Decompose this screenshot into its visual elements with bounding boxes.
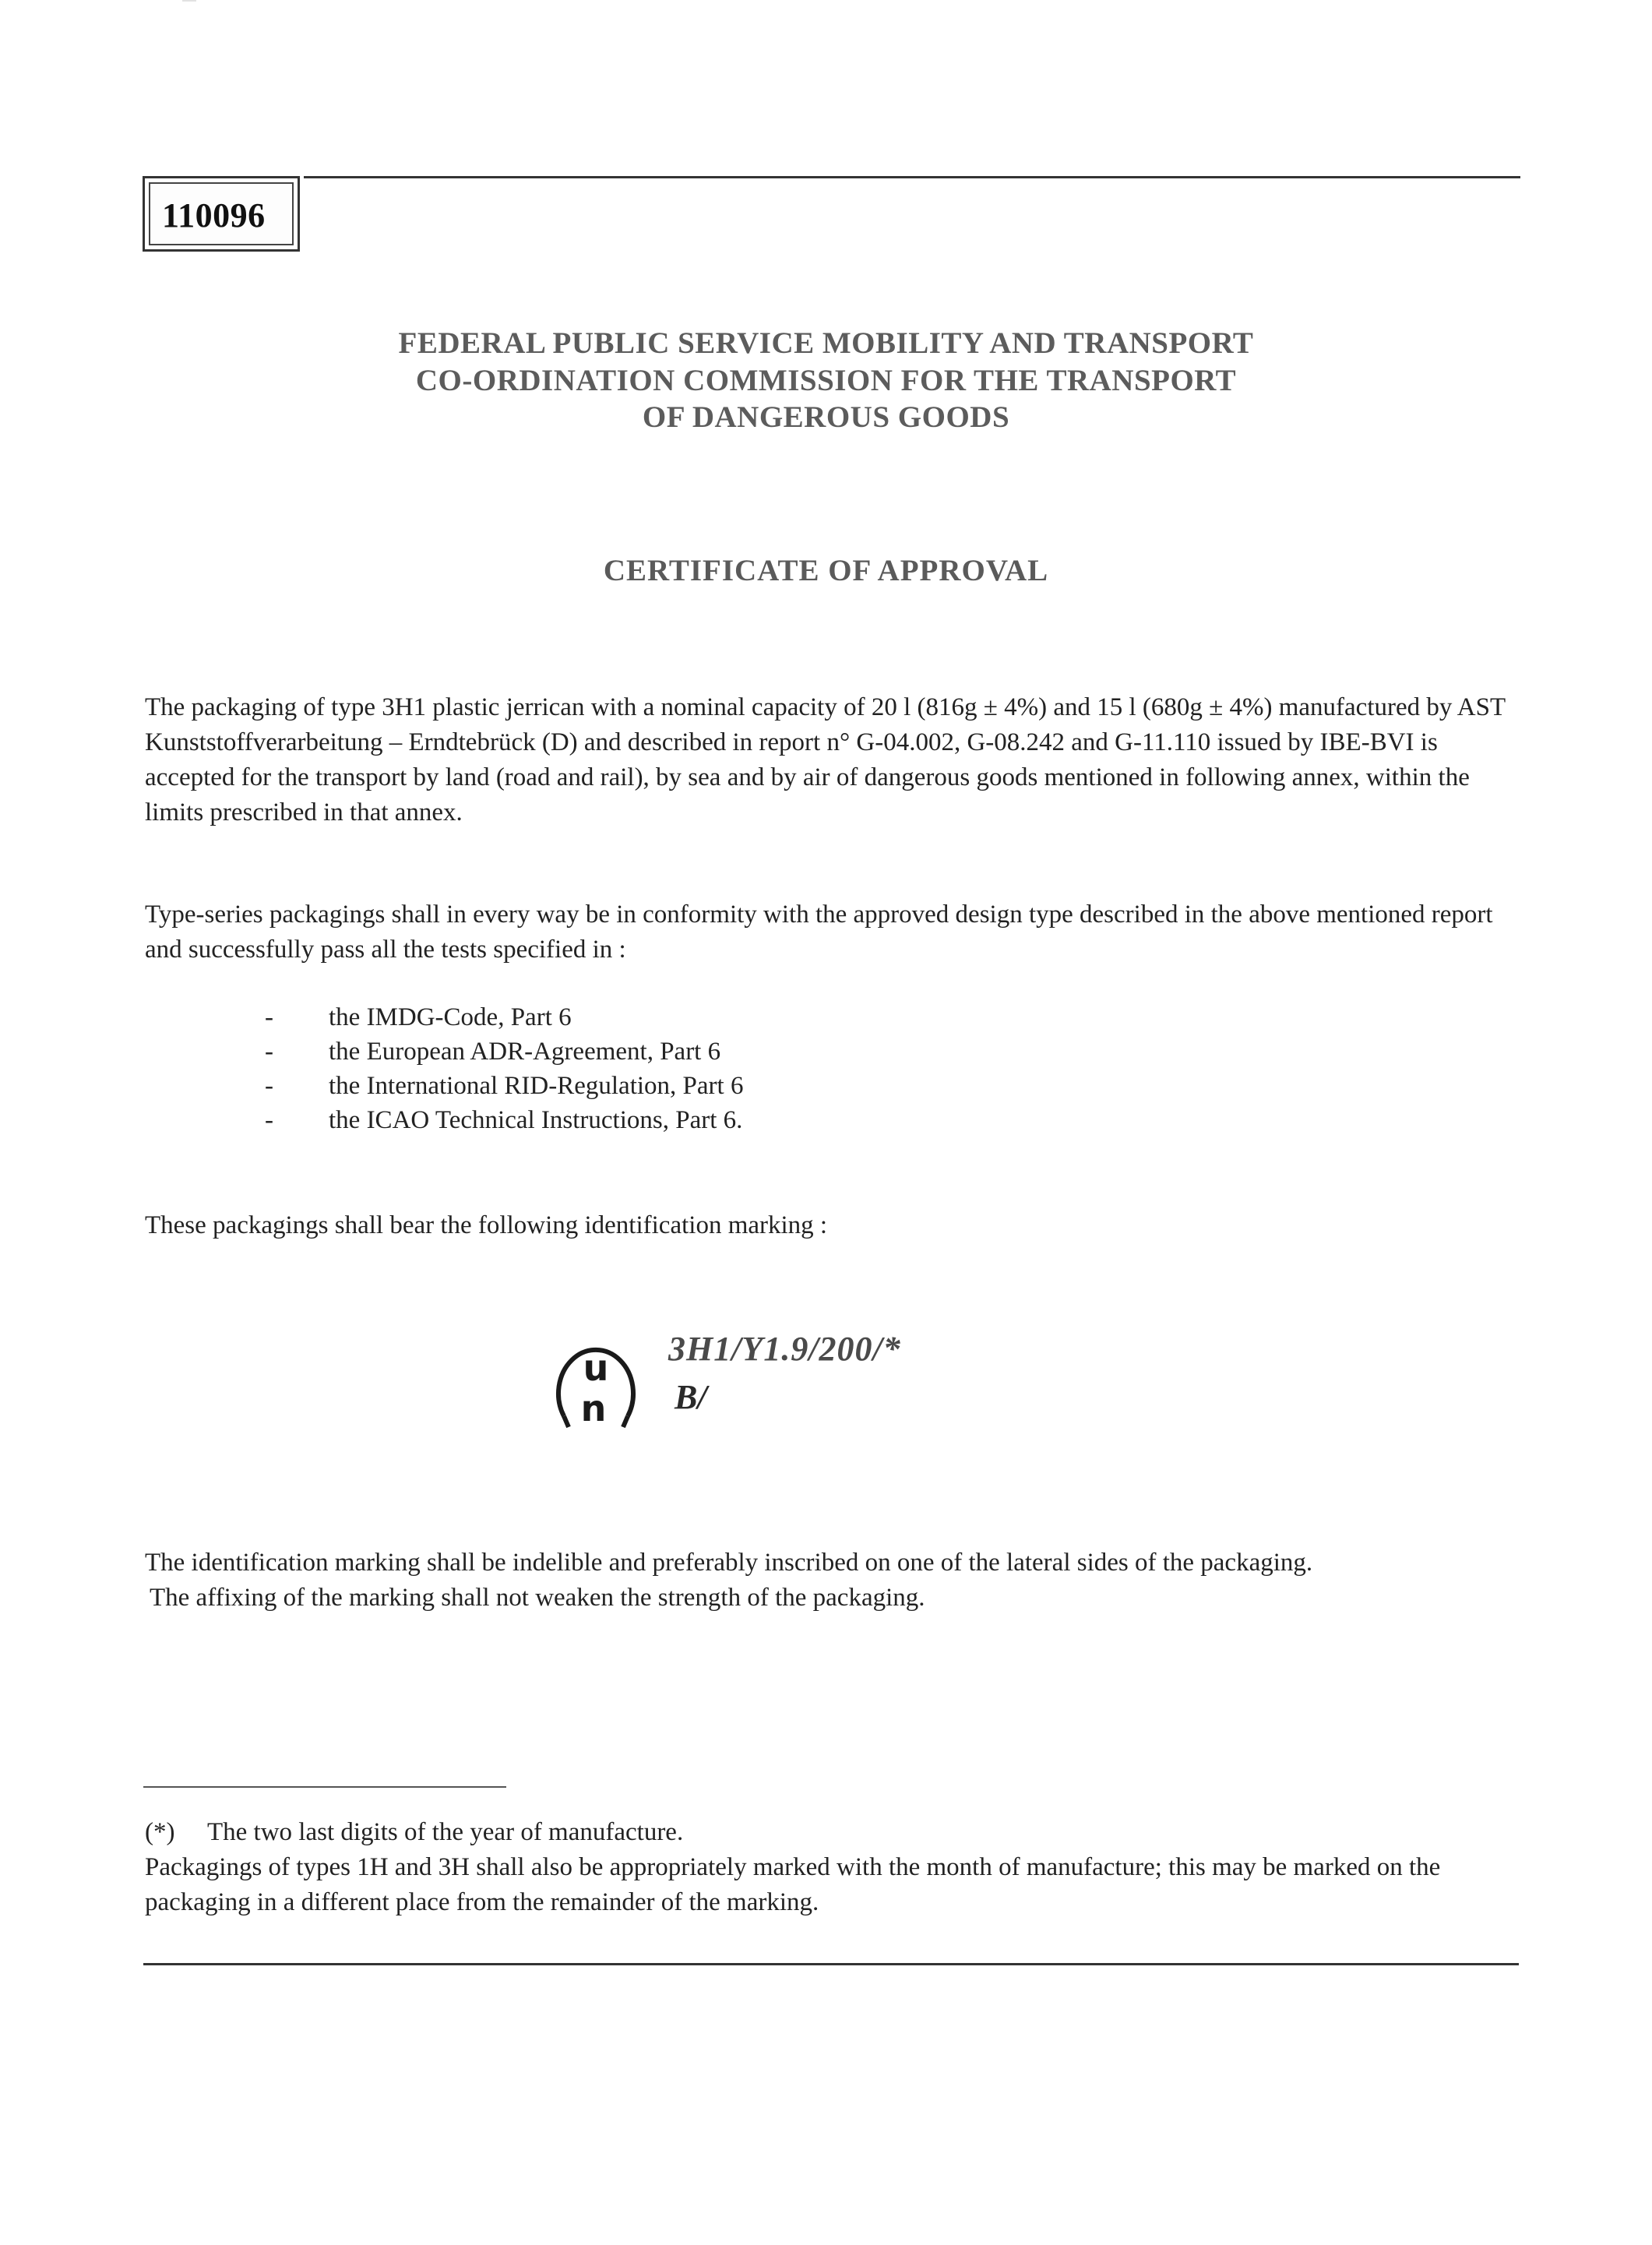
list-item [265, 1034, 1355, 1069]
certificate-number: 110096 [162, 196, 266, 234]
marking-intro: These packagings shall bear the following identification marking : [145, 1211, 828, 1239]
footnote-line-1 [145, 1815, 1523, 1850]
footnote-marker: (*) [145, 1818, 175, 1846]
heading-line-1: FEDERAL PUBLIC SERVICE MOBILITY AND TRANSPORT [398, 326, 1254, 360]
heading-line-2: CO-ORDINATION COMMISSION FOR THE TRANSPORT [415, 364, 1237, 397]
heading-line-3: OF DANGEROUS GOODS [642, 400, 1010, 434]
list-dash: - [265, 1003, 273, 1031]
document-title: CERTIFICATE OF APPROVAL [603, 554, 1049, 587]
un-packaging-symbol-icon [553, 1332, 639, 1436]
regulation-adr: the European ADR-Agreement, Part 6 [329, 1038, 721, 1066]
un-symbol-u: u [583, 1347, 609, 1389]
marking-requirement-1: The identification marking shall be indelible and preferably inscribed on one of the lateral sides of the packaging. [145, 1549, 1313, 1577]
list-item [265, 1000, 1355, 1034]
regulations-list [265, 1000, 1355, 1137]
list-item [265, 1103, 1355, 1137]
marking-code-line-2: B/ [675, 1378, 707, 1416]
footnote-text-2: Packagings of types 1H and 3H shall also be appropriately marked with the month of manufacture; this may be marked on the packaging in a different place from the remainder of the marking. [145, 1853, 1441, 1916]
footnote-text-1: The two last digits of the year of manufacture. [207, 1818, 684, 1846]
scan-artifact [182, 0, 196, 2]
footnote [145, 1815, 1523, 1920]
approval-paragraph: The packaging of type 3H1 plastic jerrican with a nominal capacity of 20 l (816g ± 4%) and 15 l (680g ± 4%) manufactured by AST Kunststoffverarbeitung – Erndtebrück (D) and described in report n° G-04.002, G-08.242 and G-11.110 issued by IBE-BVI is accepted for the transport by land (road and rail), by sea and by air of dangerous goods mentioned in following annex, within the limits prescribed in that annex. [145, 693, 1506, 826]
marking-requirement-2: The affixing of the marking shall not weaken the strength of the packaging. [150, 1584, 925, 1612]
list-dash: - [265, 1106, 273, 1134]
top-divider [304, 176, 1520, 178]
footnote-divider [143, 1786, 506, 1788]
marking-requirements [145, 1545, 1523, 1616]
conformity-paragraph: Type-series packagings shall in every way be in conformity with the approved design type described in the above mentioned report and successfully pass all the tests specified in : [145, 900, 1493, 964]
regulation-icao: the ICAO Technical Instructions, Part 6. [329, 1106, 743, 1134]
un-symbol-n: n [580, 1387, 607, 1429]
certificate-number-box [143, 176, 300, 252]
bottom-divider [143, 1963, 1519, 1965]
list-dash: - [265, 1038, 273, 1066]
regulation-imdg: the IMDG-Code, Part 6 [329, 1003, 572, 1031]
marking-code-line-1: 3H1/Y1.9/200/* [668, 1330, 901, 1368]
list-dash: - [265, 1072, 273, 1100]
list-item [265, 1069, 1355, 1103]
regulation-rid: the International RID-Regulation, Part 6 [329, 1072, 744, 1100]
